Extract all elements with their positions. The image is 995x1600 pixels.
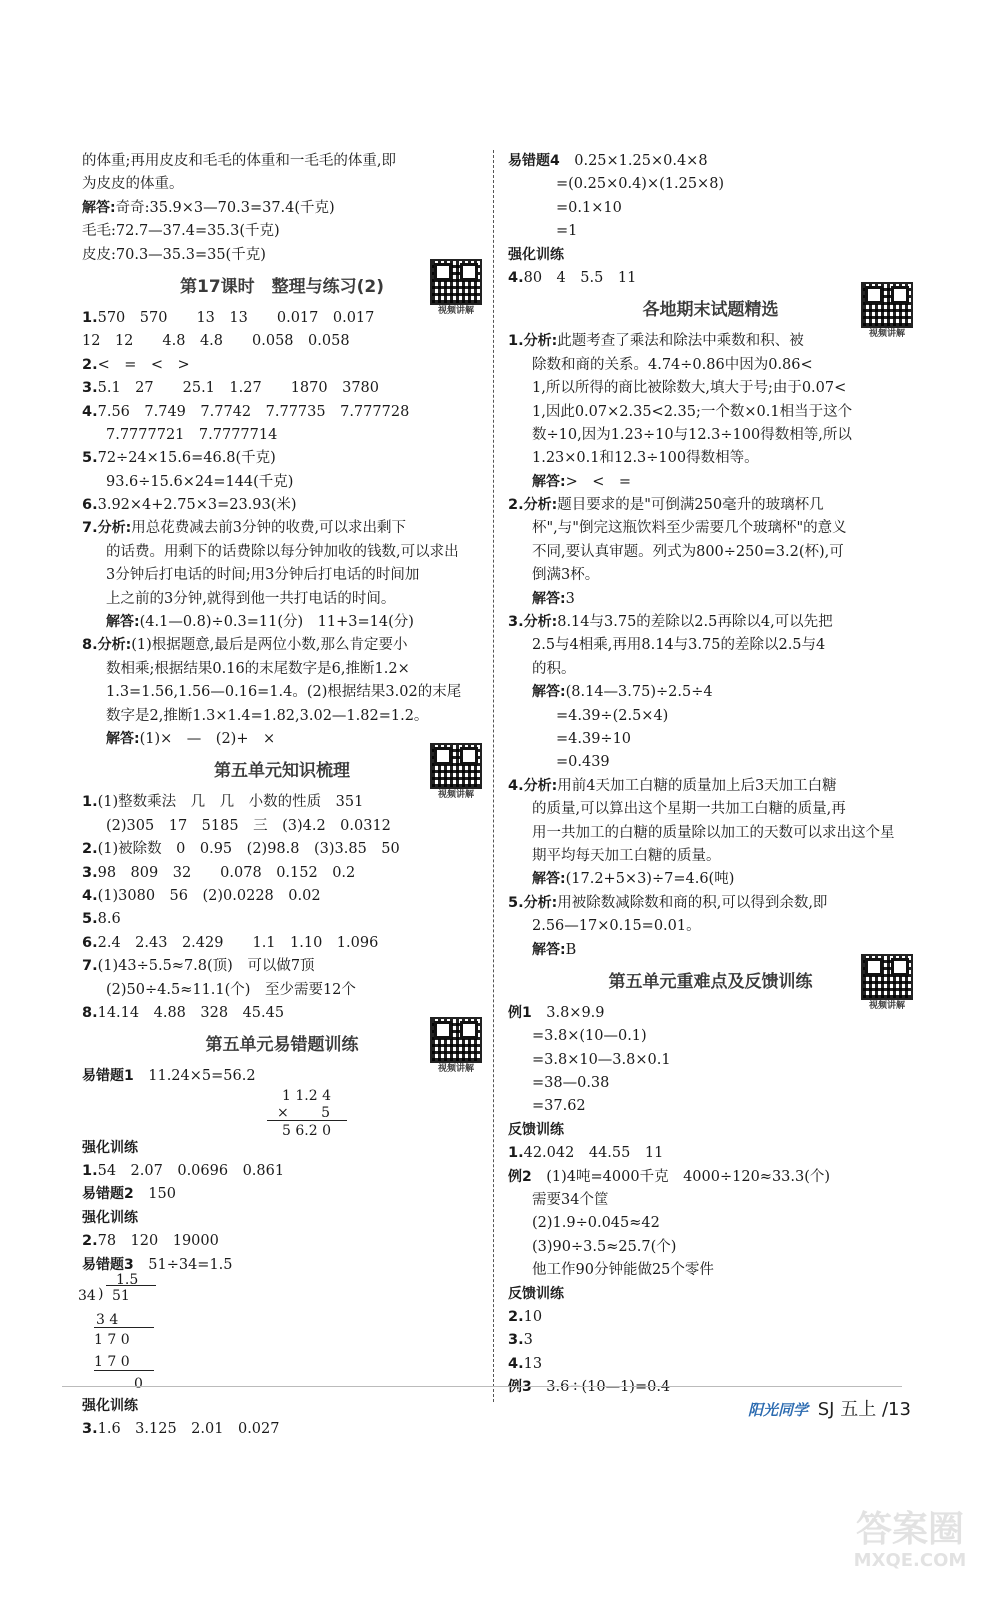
text-line — [82, 611, 482, 634]
line-text: > < = — [565, 473, 632, 490]
text-line — [508, 1049, 913, 1072]
line-text: 2.56—17×0.15=0.01。 — [532, 918, 701, 935]
line-text: (1)× — (2)+ × — [139, 730, 276, 747]
text-line — [82, 447, 482, 470]
section-title: 第17课时 整理与练习(2) — [179, 276, 385, 297]
item-number: 1. — [82, 794, 98, 811]
qr-code-icon — [861, 954, 913, 1000]
text-line — [508, 1072, 913, 1095]
text-line — [508, 1329, 913, 1352]
mult-top: 1 1.2 4 — [282, 1087, 331, 1104]
line-text: 14.14 4.88 328 45.45 — [97, 1004, 285, 1021]
brand-logo: 阳光同学 — [748, 1401, 809, 1419]
label-keyword: 例2 — [508, 1168, 532, 1185]
qr-label: 视频讲解 — [437, 305, 474, 316]
text-line — [82, 1418, 482, 1441]
item-number: 8. — [82, 637, 98, 654]
qr-label: 视频讲解 — [437, 1064, 474, 1075]
section-title: 第五单元易错题训练 — [205, 1035, 359, 1056]
label-keyword: 解答: — [532, 684, 566, 701]
qr-code — [430, 259, 482, 319]
label-keyword: 分析: — [97, 637, 132, 654]
line-text: (2)50÷4.5≈11.1(个) 至少需要12个 — [106, 981, 356, 998]
text-line — [508, 1212, 913, 1235]
line-text: (1)整数乘法 几 几 小数的性质 351 — [97, 794, 364, 811]
line-text: 11.24×5=56.2 — [133, 1068, 256, 1085]
text-line — [508, 775, 913, 798]
line-text: 他工作90分钟能做25个零件 — [532, 1262, 714, 1279]
item-number: 7. — [82, 958, 98, 975]
text-line — [82, 588, 482, 611]
qr-code — [430, 743, 482, 803]
divisor: 34 — [78, 1288, 96, 1305]
line-text: 1,因此0.07×2.35<2.35;一个数×0.1相当于这个 — [532, 403, 853, 420]
label-keyword: 易错题4 — [508, 153, 560, 169]
line-text: 需要34个筐 — [532, 1192, 609, 1209]
text-line — [82, 197, 482, 220]
text-line — [82, 658, 482, 681]
line-text: 用总花费减去前3分钟的收费,可以求出剩下 — [131, 520, 407, 537]
line-text: 奇奇:35.9×3—70.3=37.4(千克) — [115, 199, 335, 216]
line-text: 3.6÷(10—1)=0.4 — [531, 1379, 671, 1396]
text-line — [508, 1283, 913, 1306]
line-text: 42.042 44.55 11 — [523, 1145, 664, 1162]
item-number: 3. — [508, 614, 524, 631]
line-text: 为皮皮的体重。 — [82, 176, 184, 193]
footer-divider — [62, 1386, 902, 1387]
item-number: 1. — [508, 333, 524, 350]
line-text: 7.56 7.749 7.7742 7.77735 7.777728 — [97, 403, 410, 420]
line-text: 的体重;再用皮皮和毛毛的体重和一毛毛的体重,即 — [82, 153, 396, 169]
line-text: =0.1×10 — [556, 199, 622, 216]
watermark — [850, 1510, 970, 1580]
line-text: 1.6 3.125 2.01 0.027 — [97, 1421, 280, 1438]
text-line — [82, 494, 482, 517]
line-text: 1.3=1.56,1.56—0.16=1.4。(2)根据结果3.02的末尾 — [106, 684, 462, 701]
line-text: B — [565, 941, 577, 958]
text-line — [508, 377, 913, 400]
text-line — [82, 220, 482, 243]
grade-label: SJ 五上 — [817, 1399, 877, 1420]
text-line — [508, 447, 913, 470]
label-keyword: 例3 — [508, 1379, 532, 1396]
line-text: =4.39÷10 — [556, 730, 632, 747]
qr-label: 视频讲解 — [437, 790, 474, 801]
text-line — [508, 1259, 913, 1282]
item-number: 8. — [82, 1004, 98, 1021]
text-line — [508, 1119, 913, 1142]
line-text: 7.7777721 7.7777714 — [106, 426, 278, 443]
text-line — [508, 267, 913, 290]
label-keyword: 易错题1 — [82, 1068, 134, 1085]
text-line — [508, 751, 913, 774]
line-text: 此题考查了乘法和除法中乘数和积、被 — [557, 333, 804, 350]
item-number: 5. — [82, 911, 98, 928]
qr-code-icon — [430, 259, 482, 305]
text-line — [82, 1160, 482, 1183]
item-number: 3. — [82, 1421, 98, 1438]
dividend: 51 — [112, 1288, 130, 1305]
line-text: 上之前的3分钟,就得到他一共打电话的时间。 — [106, 590, 396, 607]
line-text: 3 — [523, 1332, 533, 1349]
label-keyword: 分析: — [523, 333, 558, 350]
step-1: 3 4 — [96, 1312, 119, 1329]
line-text: (1)43÷5.5≈7.8(顶) 可以做7顶 — [97, 958, 315, 975]
step-2: 1 7 0 — [94, 1332, 130, 1349]
label-keyword: 解答: — [532, 590, 566, 607]
line-text: (4.1—0.8)÷0.3=11(分) 11+3=14(分) — [139, 614, 414, 631]
line-text: 3 — [565, 590, 575, 607]
label-keyword: 强化训练 — [82, 1398, 138, 1415]
label-keyword: 分析: — [523, 614, 558, 631]
line-text: 用被除数减除数和商的积,可以得到余数,即 — [557, 894, 828, 911]
step-rule — [94, 1327, 154, 1328]
line-text: (1)3080 56 (2)0.0228 0.02 — [97, 887, 321, 904]
text-line — [82, 541, 482, 564]
line-text: 1,所以所得的商比被除数大,填大于号;由于0.07< — [532, 380, 847, 397]
text-line — [82, 307, 482, 330]
label-keyword: 解答: — [532, 941, 566, 958]
line-text: 5.1 27 25.1 1.27 1870 3780 — [97, 380, 379, 397]
text-line — [508, 401, 913, 424]
line-text: 杯",与"倒完这瓶饮料至少需要几个玻璃杯"的意义 — [532, 520, 847, 537]
step-rule — [94, 1370, 154, 1371]
text-line — [508, 494, 913, 517]
text-line — [508, 1025, 913, 1048]
qr-code-icon — [430, 743, 482, 789]
line-text: (2)1.9÷0.045≈42 — [532, 1215, 660, 1232]
line-text: 13 — [523, 1355, 543, 1372]
mult-result: 5 6.2 0 — [282, 1122, 331, 1139]
item-number: 4. — [508, 1355, 524, 1372]
section-heading — [508, 962, 913, 1011]
text-line — [82, 354, 482, 377]
column-divider — [493, 150, 494, 1402]
line-text: 80 4 5.5 11 — [523, 269, 637, 286]
text-line — [82, 705, 482, 728]
line-text: 72÷24×15.6=46.8(千克) — [97, 450, 276, 467]
page-footer — [748, 1395, 911, 1425]
line-text: 3分钟后打电话的时间;用3分钟后打电话的时间加 — [106, 567, 420, 584]
text-line — [508, 611, 913, 634]
line-text: =3.8×(10—0.1) — [532, 1028, 647, 1045]
text-line — [508, 1095, 913, 1118]
item-number: 1. — [508, 1145, 524, 1162]
text-line — [508, 822, 913, 845]
item-number: 3. — [82, 380, 98, 397]
label-keyword: 分析: — [523, 497, 558, 514]
text-line — [82, 564, 482, 587]
text-line — [508, 330, 913, 353]
text-line — [82, 173, 482, 196]
text-line — [82, 815, 482, 838]
section-heading — [508, 290, 913, 340]
mult-multiplier: × 5 — [277, 1104, 331, 1121]
text-line — [508, 1306, 913, 1329]
line-text: 51÷34=1.5 — [133, 1256, 233, 1273]
text-line — [82, 955, 482, 978]
section-title: 第五单元知识梳理 — [214, 761, 350, 782]
line-text: 1.23×0.1和12.3÷100得数相等。 — [532, 450, 759, 467]
label-keyword: 分析: — [523, 777, 558, 794]
line-text: 98 809 32 0.078 0.152 0.2 — [97, 864, 356, 881]
text-line — [508, 868, 913, 891]
qr-code — [861, 282, 913, 342]
line-text: 不同,要认真审题。列式为800÷250=3.2(杯),可 — [532, 543, 844, 560]
remainder: 0 — [134, 1376, 143, 1393]
label-keyword: 解答: — [106, 614, 140, 631]
text-line — [508, 1002, 913, 1025]
item-number: 2. — [508, 497, 524, 514]
qr-code — [861, 954, 913, 1014]
label-keyword: 易错题3 — [82, 1256, 134, 1273]
text-line — [82, 681, 482, 704]
line-text: 期平均每天加工白糖的质量。 — [532, 847, 721, 864]
line-text: 10 — [523, 1308, 543, 1325]
qr-code-icon — [861, 282, 913, 328]
line-text: =4.39÷(2.5×4) — [556, 707, 669, 724]
text-line — [82, 150, 482, 173]
text-line — [508, 1189, 913, 1212]
item-number: 2. — [82, 1233, 98, 1250]
text-line — [508, 939, 913, 962]
text-line — [508, 845, 913, 868]
qr-label: 视频讲解 — [868, 1000, 905, 1011]
text-line — [508, 220, 913, 243]
section-heading — [82, 751, 482, 801]
text-line — [82, 471, 482, 494]
line-text: =0.439 — [556, 754, 610, 771]
text-line — [508, 728, 913, 751]
line-text: 数相乘;根据结果0.16的末尾数字是6,推断1.2× — [106, 660, 410, 677]
text-line — [82, 1183, 482, 1206]
text-line — [508, 517, 913, 540]
line-text: =1 — [556, 223, 578, 240]
text-line — [82, 728, 482, 751]
text-line — [82, 862, 482, 885]
qr-code-icon — [430, 1017, 482, 1063]
line-text: 2.4 2.43 2.429 1.1 1.10 1.096 — [97, 934, 379, 951]
item-number: 7. — [82, 520, 98, 537]
line-text: 93.6÷15.6×24=144(千克) — [106, 473, 294, 490]
text-line — [508, 588, 913, 611]
item-number: 3. — [508, 1332, 524, 1349]
line-text: 题目要求的是"可倒满250毫升的玻璃杯几 — [557, 497, 824, 514]
item-number: 4. — [508, 269, 524, 286]
item-number: 2. — [82, 356, 98, 373]
text-line — [82, 517, 482, 540]
text-line — [508, 892, 913, 915]
line-text: 皮皮:70.3—35.3=35(千克) — [82, 246, 266, 263]
right-column — [508, 150, 913, 1400]
line-text: 0.25×1.25×0.4×8 — [559, 153, 708, 169]
text-line — [82, 1395, 482, 1418]
text-line — [508, 564, 913, 587]
label-keyword: 易错题2 — [82, 1186, 134, 1203]
item-number: 2. — [508, 1308, 524, 1325]
line-text: 8.6 — [97, 911, 121, 928]
division-bracket: ) — [98, 1286, 104, 1303]
line-text: 54 2.07 0.0696 0.861 — [97, 1163, 285, 1180]
text-line — [82, 330, 482, 353]
line-text: 570 570 13 13 0.017 0.017 — [97, 309, 375, 326]
item-number: 6. — [82, 497, 98, 514]
line-text: (1)4吨=4000千克 4000÷120≈33.3(个) — [531, 1168, 831, 1185]
text-line — [508, 1353, 913, 1376]
line-text: (3)90÷3.5≈25.7(个) — [532, 1238, 677, 1255]
label-keyword: 分析: — [523, 894, 558, 911]
line-text: 数÷10,因为1.23÷10与12.3÷100得数相等,所以 — [532, 426, 852, 443]
long-division — [78, 1272, 482, 1395]
label-keyword: 强化训练 — [82, 1139, 138, 1156]
qr-label: 视频讲解 — [868, 329, 905, 340]
text-line — [508, 634, 913, 657]
line-text: 3.8×9.9 — [531, 1004, 605, 1021]
item-number: 1. — [82, 1163, 98, 1180]
line-text: 倒满3杯。 — [532, 567, 600, 584]
label-keyword: 强化训练 — [508, 246, 564, 263]
section-heading — [82, 267, 482, 316]
label-keyword: 例1 — [508, 1004, 532, 1021]
line-text: 毛毛:72.7—37.4=35.3(千克) — [82, 223, 280, 240]
text-line — [508, 244, 913, 267]
line-text: 数字是2,推断1.3×1.4=1.82,3.02—1.82=1.2。 — [106, 707, 429, 724]
page-number: /13 — [881, 1399, 911, 1420]
text-line — [82, 1207, 482, 1230]
line-text: (1)被除数 0 0.95 (2)98.8 (3)3.85 50 — [97, 841, 400, 858]
line-text: 用前4天加工白糖的质量加上后3天加工白糖 — [557, 777, 837, 794]
line-text: (2)305 17 5185 三 (3)4.2 0.0312 — [106, 817, 391, 834]
line-text: 的质量,可以算出这个星期一共加工白糖的质量,再 — [532, 801, 846, 818]
watermark-site: MXQE.COM — [853, 1550, 967, 1571]
label-keyword: 分析: — [97, 520, 132, 537]
quotient: 1.5 — [116, 1272, 139, 1289]
text-line — [508, 658, 913, 681]
line-text: 8.14与3.75的差除以2.5再除以4,可以先把 — [557, 614, 833, 631]
text-line — [508, 541, 913, 564]
line-text: 除数和商的关系。4.74÷0.86中因为0.86< — [532, 356, 813, 373]
line-text: =37.62 — [532, 1098, 586, 1115]
text-line — [508, 1142, 913, 1165]
item-number: 4. — [508, 777, 524, 794]
item-number: 2. — [82, 841, 98, 858]
label-keyword: 强化训练 — [82, 1209, 138, 1226]
item-number: 4. — [82, 887, 98, 904]
label-keyword: 反馈训练 — [508, 1285, 564, 1302]
item-number: 3. — [82, 864, 98, 881]
text-line — [508, 681, 913, 704]
text-line — [82, 932, 482, 955]
text-line — [82, 885, 482, 908]
line-text: 的积。 — [532, 660, 576, 677]
line-text: 3.92×4+2.75×3=23.93(米) — [97, 497, 297, 514]
item-number: 5. — [508, 894, 524, 911]
line-text: 2.5与4相乘,再用8.14与3.75的差除以2.5与4 — [532, 637, 826, 654]
line-text: =(0.25×0.4)×(1.25×8) — [556, 176, 725, 193]
text-line — [82, 979, 482, 1002]
label-keyword: 解答: — [532, 871, 566, 888]
item-number: 4. — [82, 403, 98, 420]
text-line — [82, 401, 482, 424]
text-line — [82, 244, 482, 267]
section-title: 各地期末试题精选 — [642, 300, 779, 321]
label-keyword: 反馈训练 — [508, 1121, 564, 1138]
text-line — [508, 705, 913, 728]
text-line — [508, 915, 913, 938]
item-number: 6. — [82, 934, 98, 951]
step-3: 1 7 0 — [94, 1354, 130, 1371]
line-text: (8.14—3.75)÷2.5÷4 — [565, 684, 713, 701]
text-line — [508, 424, 913, 447]
vertical-multiplication — [82, 1089, 482, 1137]
text-line — [508, 471, 913, 494]
line-text: =3.8×10—3.8×0.1 — [532, 1051, 671, 1068]
text-line — [508, 354, 913, 377]
line-text: =38—0.38 — [532, 1075, 610, 1092]
label-keyword: 解答: — [106, 730, 140, 747]
line-text: (1)根据题意,最后是两位小数,那么肯定要小 — [131, 637, 408, 654]
left-column — [78, 150, 482, 1442]
text-line — [82, 838, 482, 861]
text-line — [82, 1254, 482, 1277]
text-line — [82, 1230, 482, 1253]
text-line — [508, 150, 913, 173]
watermark-title: 答案圈 — [855, 1509, 964, 1550]
text-line — [508, 197, 913, 220]
text-line — [82, 424, 482, 447]
text-line — [508, 173, 913, 196]
text-line — [82, 791, 482, 814]
section-heading — [82, 1025, 482, 1075]
text-line — [82, 908, 482, 931]
line-text: 78 120 19000 — [97, 1233, 219, 1250]
label-keyword: 解答: — [532, 473, 566, 490]
line-text: 12 12 4.8 4.8 0.058 0.058 — [82, 333, 350, 350]
label-keyword: 解答: — [82, 199, 116, 216]
text-line — [82, 1002, 482, 1025]
line-text: 的话费。用剩下的话费除以每分钟加收的钱数,可以求出 — [106, 543, 459, 560]
text-line — [82, 634, 482, 657]
item-number: 5. — [82, 450, 98, 467]
text-line — [508, 1166, 913, 1189]
item-number: 1. — [82, 309, 98, 326]
text-line — [82, 377, 482, 400]
text-line — [508, 1236, 913, 1259]
text-line — [508, 798, 913, 821]
qr-code — [430, 1017, 482, 1077]
section-title: 第五单元重难点及反馈训练 — [608, 971, 813, 992]
line-text: (17.2+5×3)÷7=4.6(吨) — [565, 871, 735, 888]
line-text: 用一共加工的白糖的质量除以加工的天数可以求出这个星 — [532, 824, 895, 841]
line-text: < = < > — [97, 356, 190, 373]
line-text: 150 — [133, 1186, 176, 1203]
